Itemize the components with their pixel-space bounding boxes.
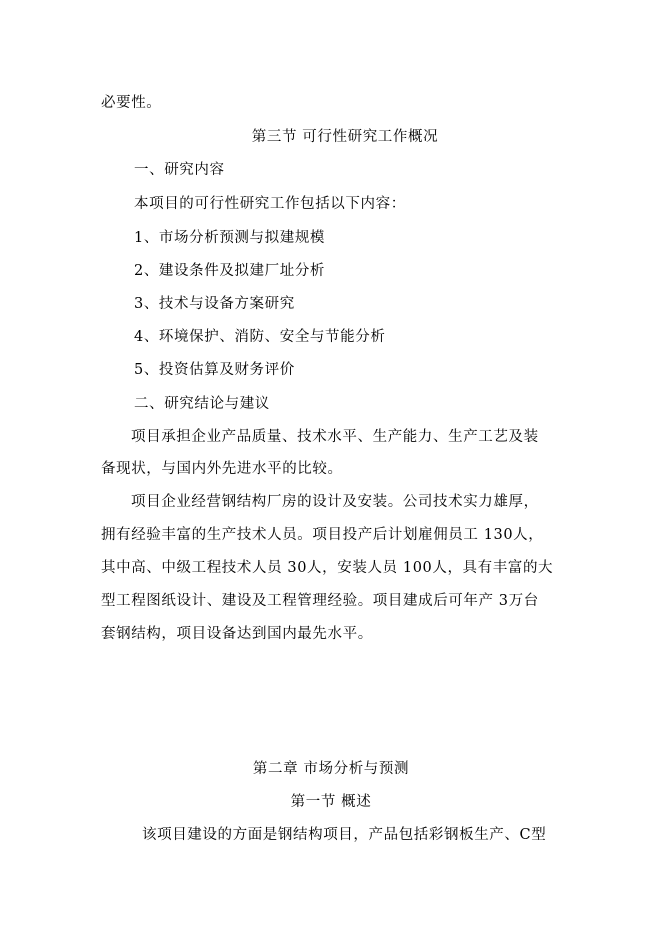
paragraph-line: 型工程图纸设计、建设及工程管理经验。项目建成后可年产 3万台: [101, 593, 539, 609]
intro-text: 本项目的可行性研究工作包括以下内容：: [134, 196, 406, 212]
list-item: 3、技术与设备方案研究: [134, 296, 295, 312]
paragraph-line: 该项目建设的方面是钢结构项目，产品包括彩钢板生产、C型: [142, 827, 547, 843]
list-item: 2、建设条件及拟建厂址分析: [134, 263, 326, 279]
list-item: 5、投资估算及财务评价: [134, 362, 295, 378]
paragraph-line: 项目承担企业产品质量、技术水平、生产能力、生产工艺及装: [131, 429, 539, 445]
paragraph-line: 套钢结构，项目设备达到国内最先水平。: [101, 626, 373, 642]
part2-heading: 二、研究结论与建议: [134, 396, 270, 412]
continuation-text: 必要性。: [101, 95, 162, 111]
chapter-title: 第二章 市场分析与预测: [252, 761, 410, 777]
paragraph-line: 拥有经验丰富的生产技术人员。项目投产后计划雇佣员工 130人，: [101, 527, 544, 543]
part1-heading: 一、研究内容: [134, 162, 225, 178]
paragraph-line: 项目企业经营钢结构厂房的设计及安装。公司技术实力雄厚，: [131, 494, 539, 510]
section-title: 第一节 概述: [290, 794, 372, 810]
paragraph-line: 其中高、中级工程技术人员 30人，安装人员 100人，具有丰富的大: [101, 560, 554, 576]
list-item: 4、环境保护、消防、安全与节能分析: [134, 329, 386, 345]
section-title: 第三节 可行性研究工作概况: [251, 129, 439, 145]
list-item: 1、市场分析预测与拟建规模: [134, 230, 326, 246]
paragraph-line: 备现状，与国内外先进水平的比较。: [101, 461, 343, 477]
